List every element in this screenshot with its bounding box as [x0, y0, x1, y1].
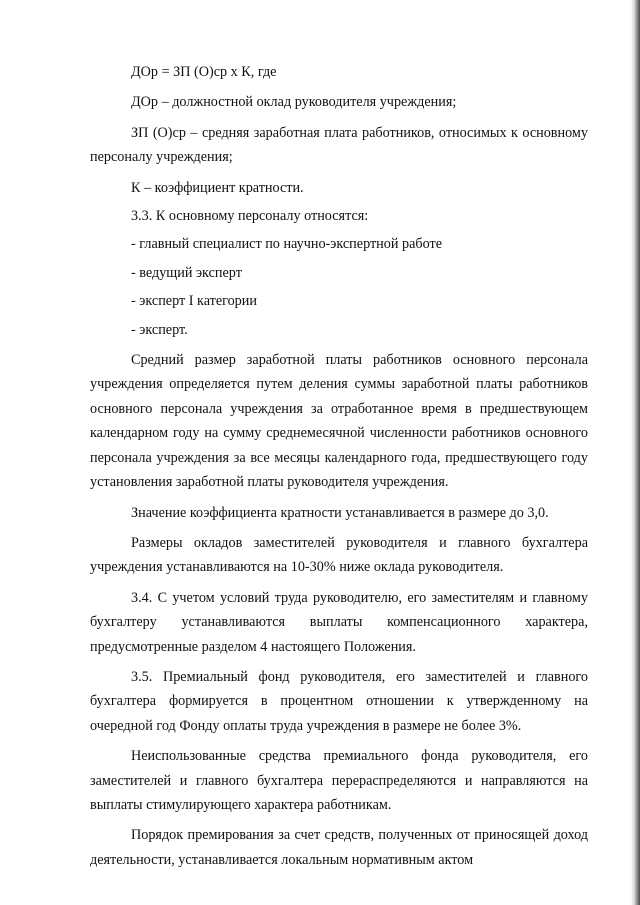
document-page — [90, 60, 588, 872]
list-item: - эксперт I категории — [131, 293, 257, 310]
paragraph-deputy-salaries: Размеры окладов заместителей руководителя и главного бухгалтера учреждения устанавливаются на 10-30% ниже оклада руководителя. — [90, 534, 588, 576]
section-3-4: 3.4. С учетом условий труда руководителю, его заместителям и главному бухгалтеру устанавливаются выплаты компенсационного характера, предусмотренные разделом 4 настоящего Положения. — [90, 589, 588, 655]
definition-k: К – коэффициент кратности. — [131, 179, 304, 196]
paragraph-coefficient-value: Значение коэффициента кратности устанавливается в размере до 3,0. — [131, 504, 549, 521]
definition-dor: ДОр – должностной оклад руководителя учреждения; — [131, 94, 457, 111]
section-3-3-heading: 3.3. К основному персоналу относятся: — [131, 208, 369, 225]
list-item: - ведущий эксперт — [131, 264, 242, 281]
scan-shadow-edge — [631, 0, 640, 905]
list-item: - главный специалист по научно-экспертной работе — [131, 236, 443, 253]
definition-zp: ЗП (О)ср – средняя заработная плата работников, относимых к основному персоналу учреждения; — [90, 124, 588, 166]
paragraph-bonus-procedure: Порядок премирования за счет средств, полученных от приносящей доход деятельности, устанавливается локальным нормативным актом — [90, 827, 588, 868]
paragraph-unused-funds: Неиспользованные средства премиального фонда руководителя, его заместителей и главного бухгалтера перераспределяются и направляются на выплаты стимулирующего характера работникам. — [90, 748, 588, 813]
section-3-5: 3.5. Премиальный фонд руководителя, его заместителей и главного бухгалтера формируется в процентном отношении к утвержденному на очередной год Фонду оплаты труда учреждения в размере не более 3%. — [90, 668, 588, 734]
list-item: - эксперт. — [131, 321, 188, 338]
formula-line: ДОр = ЗП (О)ср х К, где — [131, 64, 277, 80]
paragraph-average-salary: Средний размер заработной платы работников основного персонала учреждения определяется путем деления суммы заработной платы работников основного персонала учреждения за отработанное время в предшествующем календарном году на сумму среднемесячной численности работников основного персонала учреждения за все месяцы календарного года, предшествующего году установления заработной платы руководителя учреждения. — [90, 352, 588, 491]
